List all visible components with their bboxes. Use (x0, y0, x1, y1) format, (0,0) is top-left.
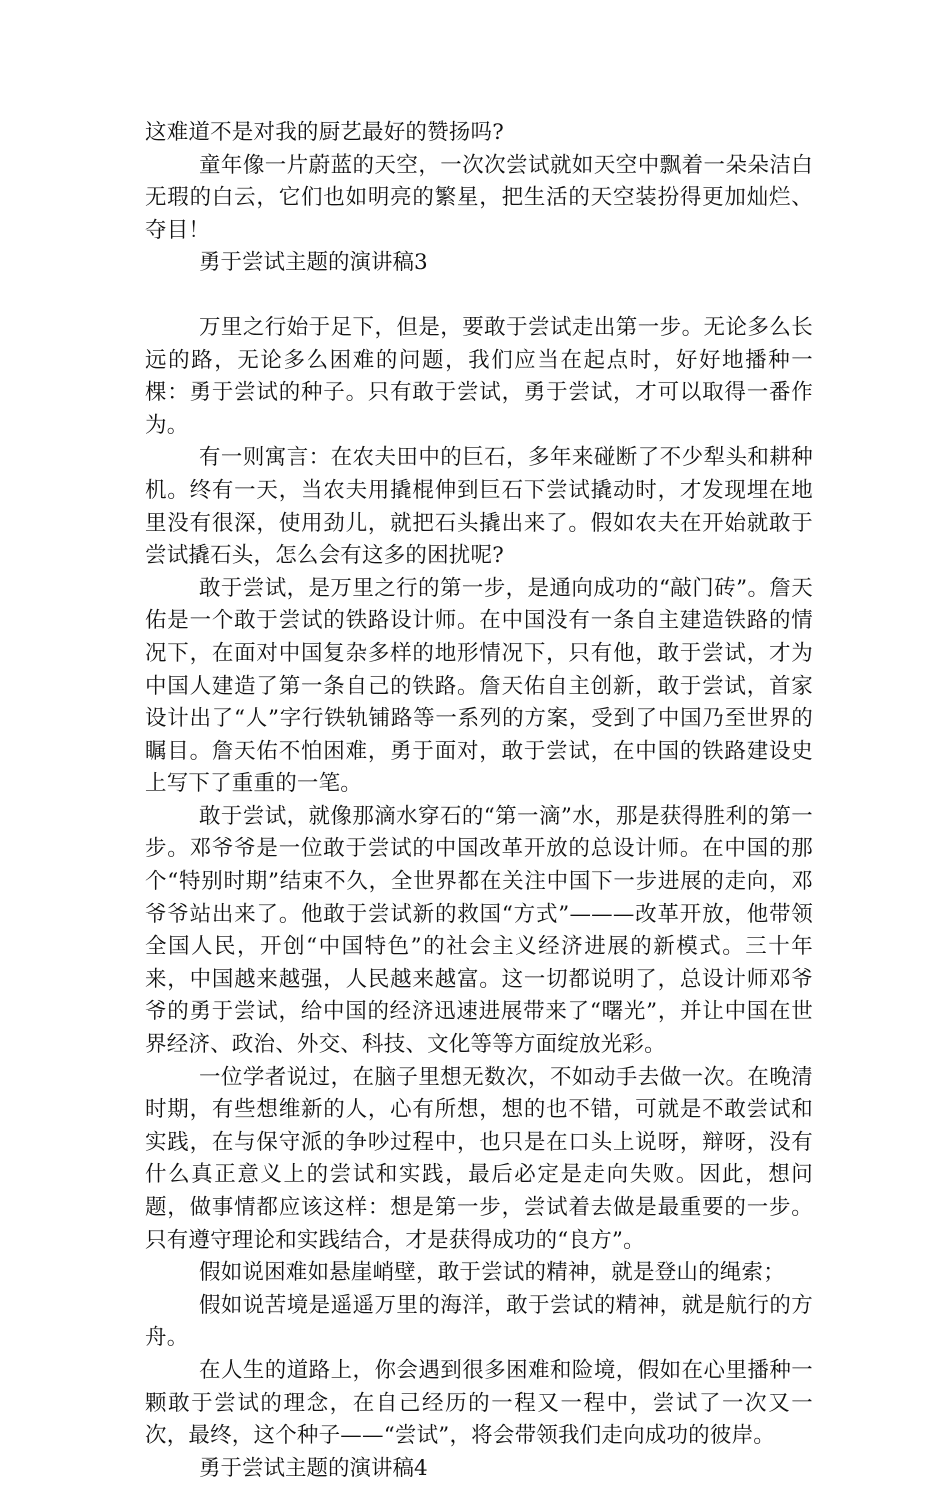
paragraph-life-road: 在人生的道路上，你会遇到很多困难和险境，假如在心里播种一颗敢于尝试的理念，在自己经历的一程又一程中，尝试了一次又一次，最终，这个种子——“尝试”，将会带领我们走向成功的彼岸。 (145, 1357, 813, 1449)
paragraph-fable: 有一则寓言：在农夫田中的巨石，多年来碰断了不少犁头和耕种机。终有一天，当农夫用撬棍伸到巨石下尝试撬动时，才发现埋在地里没有很深，使用劲儿，就把石头撬出来了。假如农夫在开始就敢于尝试撬石头，怎么会有这多的困扰呢? (145, 445, 813, 569)
section-heading-speech-4: 勇于尝试主题的演讲稿4 (199, 1455, 428, 1481)
section-heading-speech-3: 勇于尝试主题的演讲稿3 (199, 250, 428, 276)
paragraph-ocean: 假如说苦境是遥遥万里的海洋，敢于尝试的精神，就是航行的方舟。 (145, 1292, 813, 1351)
paragraph-closing-question: 这难道不是对我的厨艺最好的赞扬吗? (145, 120, 504, 145)
paragraph-reform: 敢于尝试，就像那滴水穿石的“第一滴”水，那是获得胜利的第一步。邓爷爷是一位敢于尝试的中国改革开放的总设计师。在中国的那个“特别时期”结束不久，全世界都在关注中国下一步进展的走向，邓爷爷站出来了。他敢于尝试新的救国“方式”———改革开放，他带领全国人民，开创“中国特色”的社会主义经济进展的新模式。三十年来，中国越来越强，人民越来越富。这一切都说明了，总设计师邓爷爷的勇于尝试，给中国的经济迅速进展带来了“曙光”，并让中国在世界经济、政治、外交、科技、文化等等方面绽放光彩。 (145, 803, 813, 1058)
paragraph-zhan-tianyou: 敢于尝试，是万里之行的第一步，是通向成功的“敲门砖”。詹天佑是一个敢于尝试的铁路设计师。在中国没有一条自主建造铁路的情况下，在面对中国复杂多样的地形情况下，只有他，敢于尝试，才为中国人建造了第一条自己的铁路。詹天佑自主创新，敢于尝试，首家设计出了“人”字行铁轨铺路等一系列的方案，受到了中国乃至世界的瞩目。詹天佑不怕困难，勇于面对，敢于尝试，在中国的铁路建设史上写下了重重的一笔。 (145, 575, 813, 797)
document-page (145, 117, 813, 1485)
paragraph-cliff: 假如说困难如悬崖峭壁，敢于尝试的精神，就是登山的绳索； (199, 1260, 785, 1286)
blank-line (145, 280, 813, 312)
paragraph-scholar: 一位学者说过，在脑子里想无数次，不如动手去做一次。在晚清时期，有些想维新的人，心有所想，想的也不错，可就是不敢尝试和实践，在与保守派的争吵过程中，也只是在口头上说呀，辩呀，没有什么真正意义上的尝试和实践，最后必定是走向失败。因此，想问题，做事情都应该这样：想是第一步，尝试着去做是最重要的一步。只有遵守理论和实践结合，才是获得成功的“良方”。 (145, 1064, 813, 1253)
paragraph-first-step: 万里之行始于足下，但是，要敢于尝试走出第一步。无论多么长远的路，无论多么困难的问题，我们应当在起点时，好好地播种一棵：勇于尝试的种子。只有敢于尝试，勇于尝试，才可以取得一番作为。 (145, 314, 813, 438)
paragraph-childhood: 童年像一片蔚蓝的天空，一次次尝试就如天空中飘着一朵朵洁白无瑕的白云，它们也如明亮的繁星，把生活的天空装扮得更加灿烂、夺目！ (145, 152, 813, 243)
